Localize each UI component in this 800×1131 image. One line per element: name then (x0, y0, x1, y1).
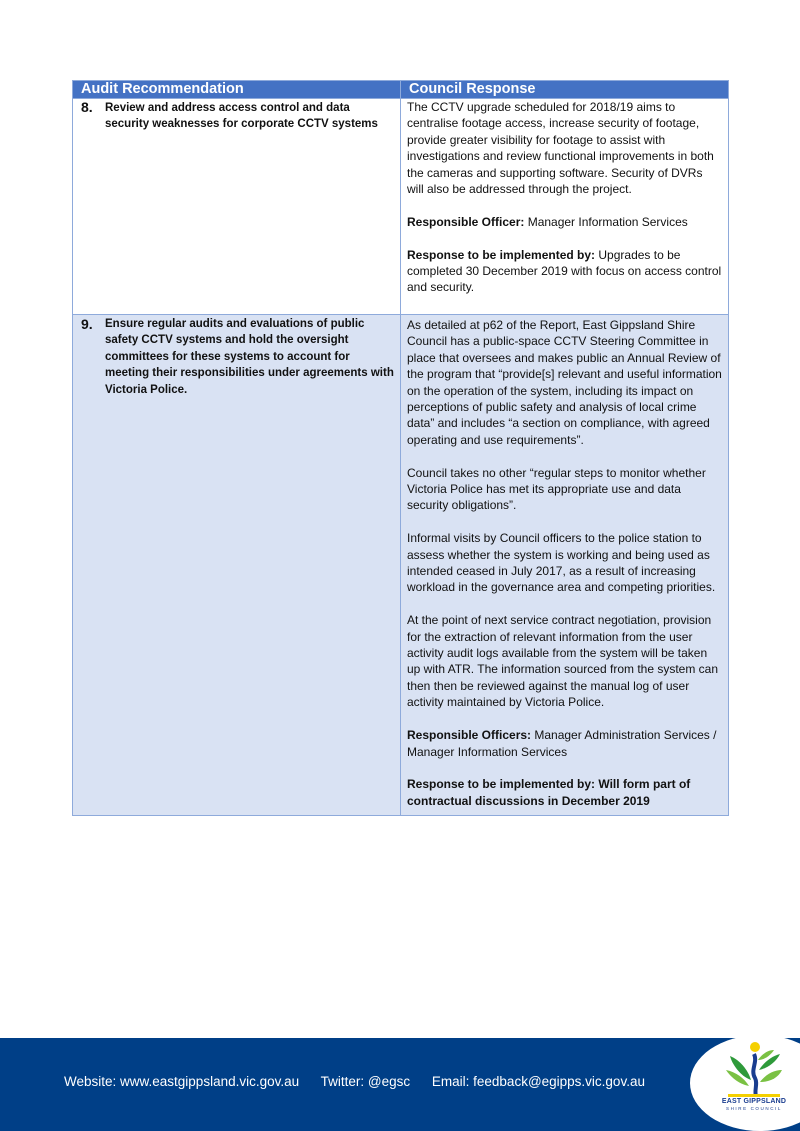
recommendation-number: 8. (81, 99, 93, 115)
response-paragraph: Council takes no other “regular steps to monitor whether Victoria Police has met its appropriate use and data security obligations”. (407, 465, 706, 513)
council-logo (718, 1040, 790, 1128)
footer-contact (64, 1074, 663, 1089)
recommendation-number: 9. (81, 316, 93, 332)
header-council-response: Council Response (401, 81, 729, 99)
implemented-by-label: Response to be implemented by: (407, 777, 596, 792)
response-cell (401, 99, 729, 315)
response-cell (401, 315, 729, 816)
footer-email[interactable]: Email: feedback@egipps.vic.gov.au (431, 1074, 645, 1089)
responsible-officer (407, 214, 722, 230)
table-row (73, 99, 729, 315)
responsible-officers (407, 727, 722, 760)
response-paragraph: The CCTV upgrade scheduled for 2018/19 aims to centralise footage access, increase security of footage, provide greater visibility for footage to assist with investigations and review functional improvements in both the cameras and supporting software. Security of DVRs will also be addressed through the project. (407, 100, 714, 197)
audit-table (72, 80, 729, 816)
recommendation-cell (73, 99, 401, 315)
page-footer (0, 1038, 800, 1131)
response-paragraph: As detailed at p62 of the Report, East Gippsland Shire Council has a public-space CCTV Steering Committee in place that oversees and makes public an Annual Review of the program that “provide[s] relevant and useful information on the operation of the system, including its impact on perceptions of public safety and analysis of local crime data” and includes “a section on compliance, with agreed operating and use requirements”. (407, 318, 722, 447)
responsible-officer-label: Responsible Officer: (407, 214, 525, 229)
header-audit-recommendation: Audit Recommendation (73, 81, 401, 99)
responsible-officers-value: Manager Administration Services / Manager Information Services (407, 728, 717, 759)
footer-website[interactable]: Website: www.eastgippsland.vic.gov.au (64, 1074, 300, 1089)
implemented-by (407, 776, 722, 809)
logo-name: EAST GIPPSLAND (721, 1098, 787, 1105)
recommendation-cell (73, 315, 401, 816)
implemented-by-value: Upgrades to be completed 30 December 2019 with focus on access control and security. (407, 247, 722, 295)
table-row (73, 315, 729, 816)
implemented-by-value: Will form part of contractual discussions in December 2019 (407, 777, 691, 808)
recommendation-text: Review and address access control and data security weaknesses for corporate CCTV systems (105, 102, 378, 131)
table-header-row (73, 81, 729, 99)
implemented-by-label: Response to be implemented by: (407, 247, 596, 262)
responsible-officer-value: Manager Information Services (524, 214, 688, 229)
footer-twitter[interactable]: Twitter: @egsc (320, 1074, 411, 1089)
implemented-by (407, 247, 722, 296)
recommendation-text: Ensure regular audits and evaluations of public safety CCTV systems and hold the oversight committees for these systems to account for meeting their responsibilities under agreements with Victoria Police. (105, 318, 394, 396)
council-logo-icon (718, 1040, 790, 1098)
responsible-officers-label: Responsible Officers: (407, 728, 532, 743)
logo-subtitle: SHIRE COUNCIL (725, 1106, 783, 1111)
response-paragraph: Informal visits by Council officers to the police station to assess whether the system is working and being used as intended ceased in July 2017, as a result of increasing workload in the governance area and competing priorities. (407, 531, 716, 595)
response-paragraph: At the point of next service contract negotiation, provision for the extraction of relevant information from the user activity audit logs available from the system will be taken up with ATR. The information sourced from the system can then then be reviewed against the manual log of user activity maintained by Victoria Police. (407, 613, 719, 710)
